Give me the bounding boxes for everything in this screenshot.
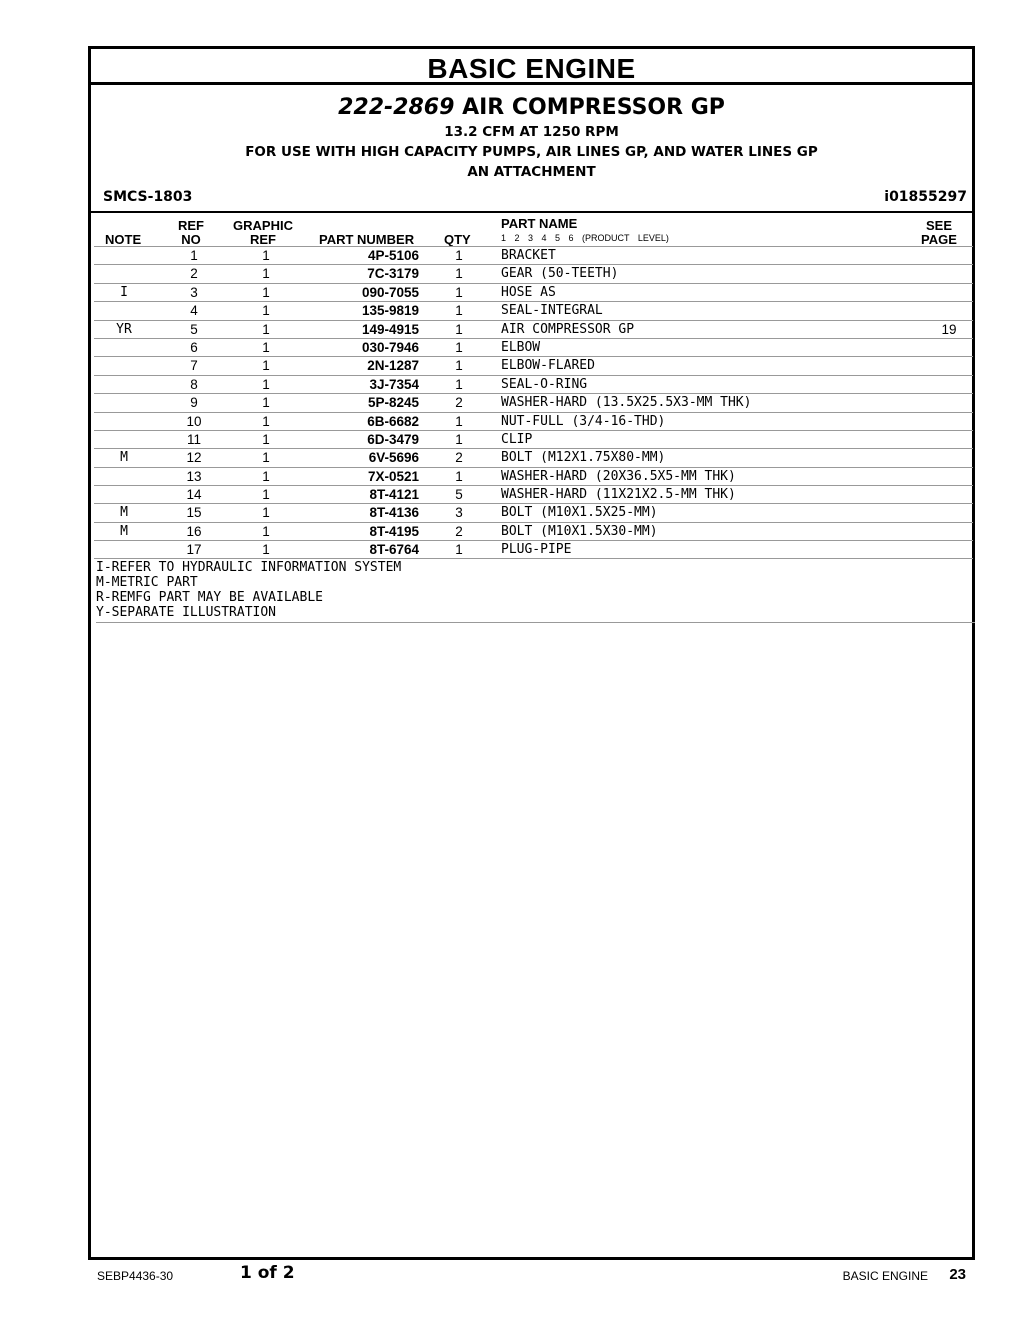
cell-qty: 1 xyxy=(455,468,463,484)
cell-qty: 1 xyxy=(455,358,463,374)
cell-graphic-ref: 1 xyxy=(262,376,270,392)
col-qty-header: QTY xyxy=(444,232,471,247)
col-see-header-top: SEE xyxy=(925,218,952,233)
cell-ref-no: 4 xyxy=(190,303,198,319)
cell-part-name: AIR COMPRESSOR GP xyxy=(501,321,635,337)
col-ref-header-bottom: NO xyxy=(181,232,201,247)
note-item: R-REMFG PART MAY BE AVAILABLE xyxy=(96,590,323,605)
cell-part-name: CLIP xyxy=(501,431,533,447)
footer-doc-id: SEBP4436-30 xyxy=(97,1269,174,1283)
group-subtitle-2: FOR USE WITH HIGH CAPACITY PUMPS, AIR LINES GP, AND WATER LINES GP xyxy=(245,144,818,160)
cell-ref-no: 14 xyxy=(186,487,202,503)
cell-ref-no: 10 xyxy=(186,413,202,429)
cell-part-number: 149-4915 xyxy=(361,321,419,337)
cell-part-name: BOLT (M12X1.75X80-MM) xyxy=(501,450,666,466)
group-title xyxy=(91,93,972,123)
table-row xyxy=(94,485,973,503)
cell-qty: 2 xyxy=(455,395,463,411)
cell-part-name: ELBOW-FLARED xyxy=(501,358,595,374)
group-subtitle-3: AN ATTACHMENT xyxy=(467,164,596,180)
cell-graphic-ref: 1 xyxy=(262,303,270,319)
cell-part-name: BRACKET xyxy=(501,248,556,263)
cell-graphic-ref: 1 xyxy=(262,413,270,429)
cell-graphic-ref: 1 xyxy=(262,523,270,539)
cell-qty: 1 xyxy=(455,542,463,558)
cell-ref-no: 15 xyxy=(186,505,202,521)
cell-part-number: 135-9819 xyxy=(361,303,419,319)
product-level-header: 1 2 3 4 5 6 (PRODUCT LEVEL) xyxy=(501,233,669,243)
cell-graphic-ref: 1 xyxy=(262,266,270,282)
cell-part-number: 7X-0521 xyxy=(367,468,419,484)
cell-ref-no: 6 xyxy=(190,339,198,355)
cell-note: M xyxy=(120,450,128,466)
cell-ref-no: 5 xyxy=(190,321,198,337)
table-row xyxy=(94,320,973,338)
cell-part-name: ELBOW xyxy=(501,339,541,355)
cell-graphic-ref: 1 xyxy=(262,358,270,374)
cell-part-number: 7C-3179 xyxy=(367,266,419,282)
note-item: Y-SEPARATE ILLUSTRATION xyxy=(96,605,277,620)
cell-graphic-ref: 1 xyxy=(262,284,270,300)
cell-part-name: NUT-FULL (3/4-16-THD) xyxy=(501,413,666,429)
cell-note: YR xyxy=(116,321,132,337)
table-row xyxy=(94,338,973,356)
illustration-id: i01855297 xyxy=(884,189,967,205)
section-title: BASIC ENGINE xyxy=(91,49,972,85)
cell-ref-no: 17 xyxy=(186,542,202,558)
cell-part-number: 4P-5106 xyxy=(367,248,419,263)
cell-note: M xyxy=(120,505,128,521)
table-row xyxy=(94,503,973,521)
table-row xyxy=(94,430,973,448)
cell-qty: 1 xyxy=(455,376,463,392)
table-row xyxy=(94,522,973,540)
cell-part-name: PLUG-PIPE xyxy=(501,542,572,558)
col-graphic-header-bottom: REF xyxy=(250,232,276,247)
table-row xyxy=(94,264,973,282)
cell-part-number: 8T-6764 xyxy=(369,542,419,558)
cell-part-name: SEAL-INTEGRAL xyxy=(501,303,603,319)
cell-qty: 1 xyxy=(455,248,463,263)
cell-graphic-ref: 1 xyxy=(262,248,270,263)
notes-legend xyxy=(96,560,975,623)
cell-qty: 1 xyxy=(455,266,463,282)
cell-part-number: 3J-7354 xyxy=(369,376,419,392)
cell-ref-no: 13 xyxy=(186,468,202,484)
cell-graphic-ref: 1 xyxy=(262,395,270,411)
cell-part-name: SEAL-O-RING xyxy=(501,376,588,392)
cell-graphic-ref: 1 xyxy=(262,505,270,521)
cell-qty: 3 xyxy=(455,505,463,521)
cell-part-number: 030-7946 xyxy=(361,339,419,355)
footer-page-number: 23 xyxy=(949,1266,966,1283)
cell-ref-no: 7 xyxy=(190,358,198,374)
table-row xyxy=(94,448,973,466)
cell-part-name: WASHER-HARD (11X21X2.5-MM THK) xyxy=(501,487,736,503)
cell-graphic-ref: 1 xyxy=(262,321,270,337)
cell-ref-no: 9 xyxy=(190,395,198,411)
footer-page-of: 1 of 2 xyxy=(240,1263,295,1283)
cell-ref-no: 3 xyxy=(190,284,198,300)
group-subtitle-1: 13.2 CFM AT 1250 RPM xyxy=(444,124,619,140)
note-item: I-REFER TO HYDRAULIC INFORMATION SYSTEM xyxy=(96,560,402,575)
cell-part-number: 2N-1287 xyxy=(367,358,419,374)
cell-note: I xyxy=(120,284,128,300)
cell-part-number: 8T-4136 xyxy=(369,505,419,521)
cell-graphic-ref: 1 xyxy=(262,487,270,503)
group-number: 222-2869 xyxy=(338,95,455,120)
cell-part-number: 6B-6682 xyxy=(367,413,419,429)
cell-note: M xyxy=(120,523,128,539)
cell-qty: 5 xyxy=(455,487,463,503)
cell-graphic-ref: 1 xyxy=(262,450,270,466)
cell-part-number: 6V-5696 xyxy=(368,450,419,466)
cell-graphic-ref: 1 xyxy=(262,542,270,558)
cell-part-name: BOLT (M10X1.5X30-MM) xyxy=(501,523,658,539)
col-graphic-header-top: GRAPHIC xyxy=(233,218,293,233)
cell-part-name: BOLT (M10X1.5X25-MM) xyxy=(501,505,658,521)
table-row xyxy=(94,412,973,430)
table-row xyxy=(94,540,973,558)
col-ref-header-top: REF xyxy=(178,218,204,233)
cell-part-name: HOSE AS xyxy=(501,284,556,300)
table-row xyxy=(94,246,973,264)
cell-ref-no: 1 xyxy=(190,248,198,263)
smcs-code: SMCS-1803 xyxy=(103,189,193,205)
table-row xyxy=(94,283,973,301)
table-row xyxy=(94,467,973,485)
cell-qty: 1 xyxy=(455,431,463,447)
table-row xyxy=(94,301,973,319)
cell-ref-no: 12 xyxy=(186,450,202,466)
cell-ref-no: 8 xyxy=(190,376,198,392)
table-row xyxy=(94,375,973,393)
cell-part-number: 090-7055 xyxy=(361,284,419,300)
cell-graphic-ref: 1 xyxy=(262,431,270,447)
cell-ref-no: 16 xyxy=(186,523,202,539)
cell-qty: 1 xyxy=(455,413,463,429)
cell-graphic-ref: 1 xyxy=(262,468,270,484)
parts-table xyxy=(94,246,973,559)
table-row xyxy=(94,393,973,411)
cell-ref-no: 11 xyxy=(186,431,201,447)
page-frame xyxy=(88,46,975,1260)
header-rule xyxy=(91,211,972,213)
cell-part-number: 6D-3479 xyxy=(367,431,419,447)
cell-qty: 1 xyxy=(455,339,463,355)
footer-section: BASIC ENGINE xyxy=(842,1269,928,1283)
cell-part-number: 8T-4121 xyxy=(369,487,419,503)
cell-qty: 1 xyxy=(455,321,463,337)
cell-ref-no: 2 xyxy=(190,266,198,282)
cell-qty: 2 xyxy=(455,450,463,466)
cell-qty: 1 xyxy=(455,284,463,300)
cell-qty: 1 xyxy=(455,303,463,319)
cell-graphic-ref: 1 xyxy=(262,339,270,355)
cell-see-page: 19 xyxy=(941,321,957,337)
group-name: AIR COMPRESSOR GP xyxy=(462,95,725,120)
col-part-name-header: PART NAME xyxy=(501,216,578,231)
note-item: M-METRIC PART xyxy=(96,575,198,590)
table-row xyxy=(94,356,973,374)
cell-part-name: WASHER-HARD (13.5X25.5X3-MM THK) xyxy=(501,395,752,411)
cell-part-number: 5P-8245 xyxy=(367,395,419,411)
col-see-header-bottom: PAGE xyxy=(921,232,957,247)
cell-part-name: GEAR (50-TEETH) xyxy=(501,266,619,282)
cell-part-name: WASHER-HARD (20X36.5X5-MM THK) xyxy=(501,468,736,484)
cell-qty: 2 xyxy=(455,523,463,539)
col-part-number-header: PART NUMBER xyxy=(319,232,415,247)
cell-part-number: 8T-4195 xyxy=(369,523,419,539)
col-note-header: NOTE xyxy=(105,232,142,247)
